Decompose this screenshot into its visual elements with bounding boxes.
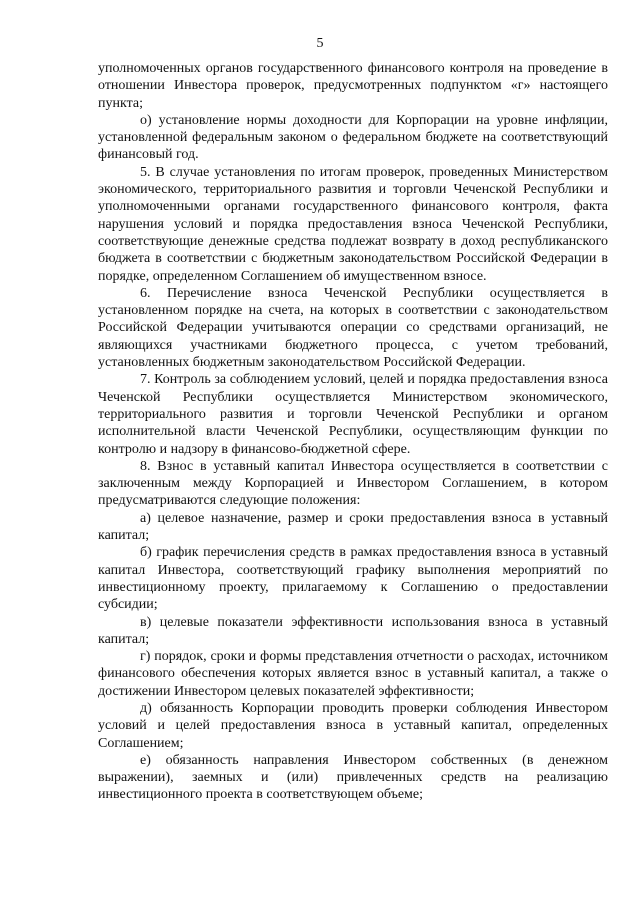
page-number: 5 xyxy=(316,36,324,51)
paragraph-item-e: е) обязанность направления Инвестором собственных (в денежном выражении), заемных и (или) привлеченных средств на реализацию инвестиционного проекта в соответствующем объеме; xyxy=(98,752,608,803)
paragraph-item-v: в) целевые показатели эффективности использования взноса в уставный капитал; xyxy=(98,614,608,647)
paragraph-item-b: б) график перечисления средств в рамках предоставления взноса в уставный капитал Инвестора, соответствующий графику выполнения мероприятий по инвестиционному проекту, прилагаемому к Соглашению о предоставлении субсидии; xyxy=(98,545,608,613)
paragraph-clause-7: 7. Контроль за соблюдением условий, целей и порядка предоставления взноса Чеченской Республики осуществляется Министерством экономического, территориального развития и торговли Чеченской Республики и органом исполнительной власти Чеченской Республики, осуществляющим функции по контролю и надзору в финансово-бюджетной сфере. xyxy=(98,372,608,457)
paragraph-continuation: уполномоченных органов государственного финансового контроля на проведение в отношении Инвестора проверок, предусмотренных подпунктом «г» настоящего пункта; xyxy=(98,61,608,111)
paragraph-clause-6: 6. Перечисление взноса Чеченской Республики осуществляется в установленном порядке на счета, на которых в соответствии с законодательством Российской Федерации учитываются операции со средствами организаций, не являющихся участниками бюджетного процесса, с учетом требований, установленных бюджетным законодательством Российской Федерации. xyxy=(98,285,608,371)
paragraph-item-o: о) установление нормы доходности для Корпорации на уровне инфляции, установленной федеральным законом о федеральном бюджете на соответствующий финансовый год. xyxy=(98,112,608,163)
document-body xyxy=(98,60,608,804)
paragraph-item-g: г) порядок, сроки и формы представления отчетности о расходах, источником финансового обеспечения которых является взнос в уставный капитал, а также о достижении Инвестором целевых показателей эффективности; xyxy=(98,649,608,699)
paragraph-item-d: д) обязанность Корпорации проводить проверки соблюдения Инвестором условий и целей предоставления взноса в уставный капитал, определенных Соглашением; xyxy=(98,700,608,751)
paragraph-item-a: а) целевое назначение, размер и сроки предоставления взноса в уставный капитал; xyxy=(98,510,608,544)
paragraph-clause-5: 5. В случае установления по итогам проверок, проведенных Министерством экономического, территориального развития и торговли Чеченской Республики и уполномоченными органами государственного финансового контроля, факта нарушения условий и порядка предоставления взноса Чеченской Республики, соответствующие денежные средства подлежат возврату в доход республиканского бюджета в соответствии с бюджетным законодательством Российской Федерации в порядке, определенном Соглашением об имущественном взносе. xyxy=(98,164,608,284)
paragraph-clause-8: 8. Взнос в уставный капитал Инвестора осуществляется в соответствии с заключенным между Корпорацией и Инвестором Соглашением, в котором предусматриваются следующие положения: xyxy=(98,458,608,509)
